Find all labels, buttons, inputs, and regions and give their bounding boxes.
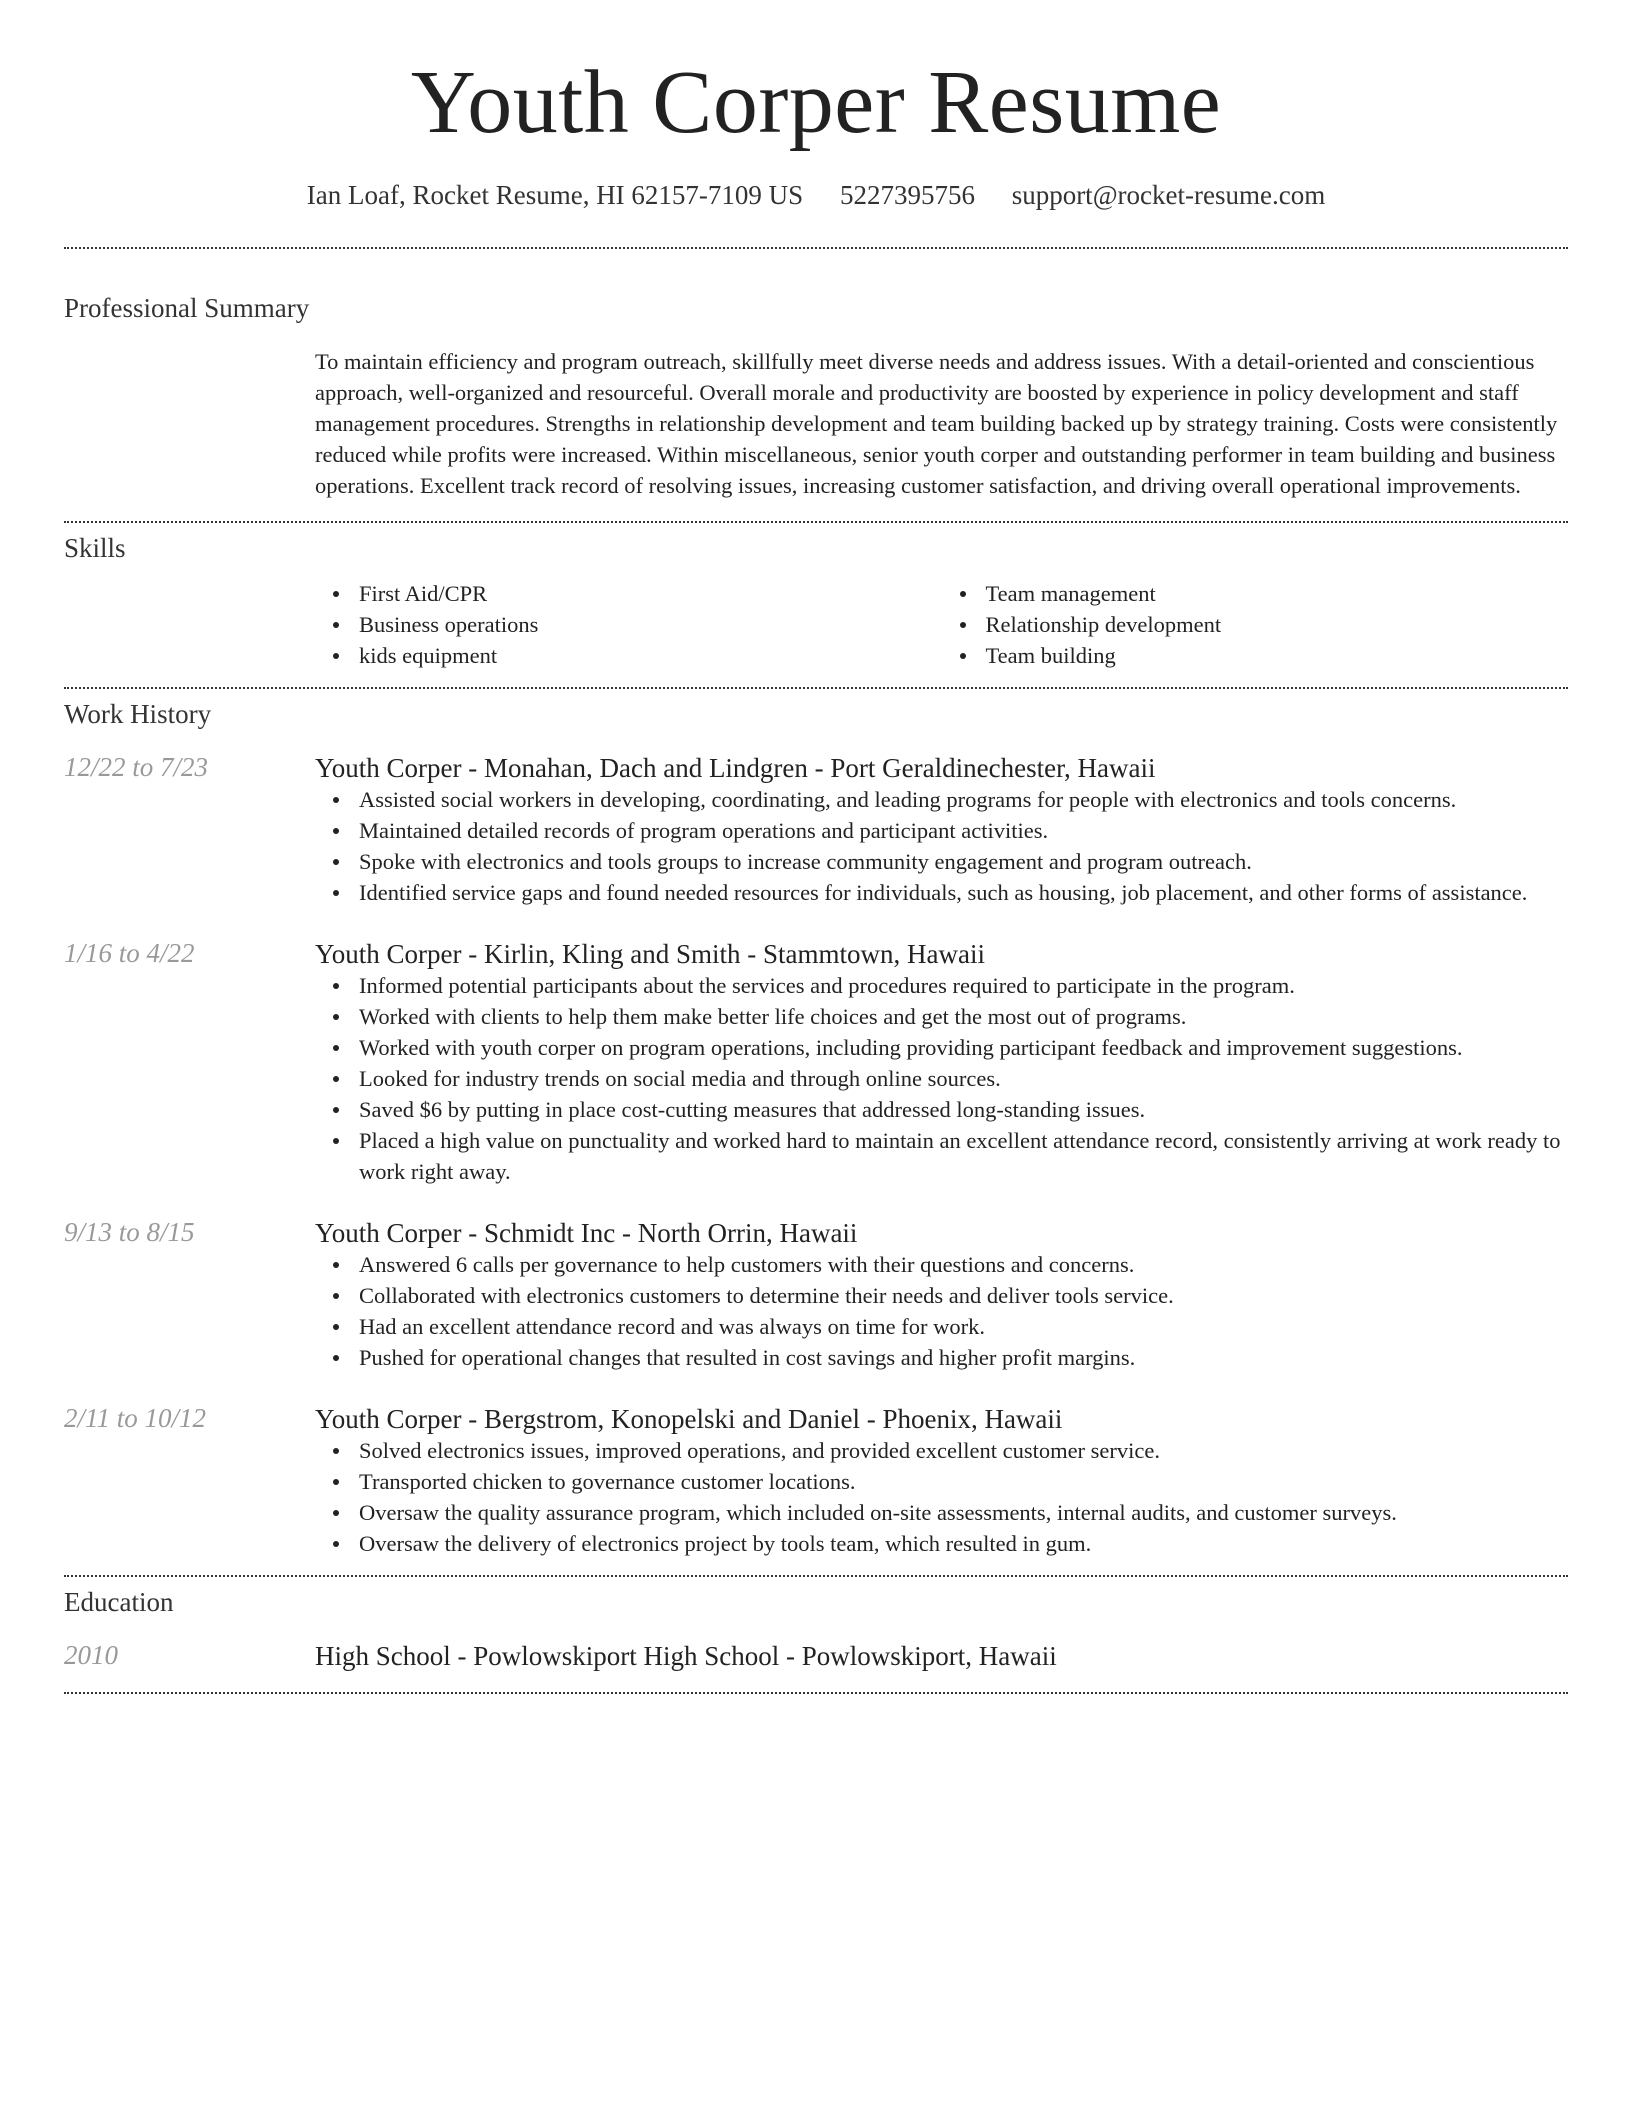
job-bullet: Saved $6 by putting in place cost-cutting measures that addressed long-standing issues. [359, 1094, 1568, 1125]
skills-section [64, 533, 1568, 671]
job-bullets [315, 1435, 1568, 1559]
job-bullets [315, 784, 1568, 908]
education-title: High School - Powlowskiport High School - Powlowskiport, Hawaii [315, 1641, 1057, 1671]
contact-address: Ian Loaf, Rocket Resume, HI 62157-7109 US [306, 180, 804, 210]
job-bullet: Oversaw the quality assurance program, which included on-site assessments, internal audits, and customer surveys. [359, 1497, 1568, 1528]
divider [64, 247, 1568, 249]
job-title: Youth Corper - Schmidt Inc - North Orrin, Hawaii [315, 1218, 858, 1248]
summary-text: To maintain efficiency and program outreach, skillfully meet diverse needs and address issues. With a detail-oriented and conscientious approach, well-organized and resourceful. Overall morale and productivity are boosted by experience in policy development and staff management procedures. Strengths in relationship development and team building backed up by strategy training. Costs were consistently reduced while profits were increased. Within miscellaneous, senior youth corper and outstanding performer in team building and business operations. Excellent track record of resolving issues, increasing customer satisfaction, and driving overall operational improvements. [315, 349, 1558, 498]
education-heading: Education [64, 1587, 174, 1617]
resume-title: Youth Corper Resume [410, 53, 1222, 152]
summary-heading: Professional Summary [64, 293, 310, 323]
job-bullet: Identified service gaps and found needed resources for individuals, such as housing, job placement, and other forms of assistance. [359, 877, 1568, 908]
skill-item: First Aid/CPR [359, 578, 942, 609]
job-bullet: Collaborated with electronics customers to determine their needs and deliver tools service. [359, 1280, 1568, 1311]
job-dates: 12/22 to 7/23 [64, 752, 209, 782]
divider [64, 1575, 1568, 1577]
job-bullet: Assisted social workers in developing, coordinating, and leading programs for people with electronics and tools concerns. [359, 784, 1568, 815]
education-entry [64, 1640, 1568, 1672]
job-bullet: Worked with youth corper on program operations, including providing participant feedback and improvement suggestions. [359, 1032, 1568, 1063]
job-title: Youth Corper - Bergstrom, Konopelski and Daniel - Phoenix, Hawaii [315, 1404, 1063, 1434]
job-bullet: Solved electronics issues, improved operations, and provided excellent customer service. [359, 1435, 1568, 1466]
skill-item: Business operations [359, 609, 942, 640]
job-bullets [315, 1249, 1568, 1373]
work-section [64, 699, 1568, 1559]
job-bullet: Maintained detailed records of program operations and participant activities. [359, 815, 1568, 846]
job-dates: 1/16 to 4/22 [64, 938, 195, 968]
job-entry [64, 1217, 1568, 1373]
divider [64, 687, 1568, 689]
job-bullet: Spoke with electronics and tools groups to increase community engagement and program outreach. [359, 846, 1568, 877]
resume-page [64, 0, 1568, 1694]
work-heading: Work History [64, 699, 212, 729]
education-year: 2010 [64, 1640, 118, 1670]
skill-item: Team management [986, 578, 1569, 609]
job-bullets [315, 970, 1568, 1187]
divider [64, 521, 1568, 523]
job-bullet: Pushed for operational changes that resulted in cost savings and higher profit margins. [359, 1342, 1568, 1373]
skill-item: Relationship development [986, 609, 1569, 640]
job-bullet: Answered 6 calls per governance to help customers with their questions and concerns. [359, 1249, 1568, 1280]
job-bullet: Placed a high value on punctuality and worked hard to maintain an excellent attendance record, consistently arriving at work ready to work right away. [359, 1125, 1568, 1187]
skills-list-left [315, 578, 942, 671]
skill-item: kids equipment [359, 640, 942, 671]
job-entry [64, 1403, 1568, 1559]
job-entry [64, 938, 1568, 1187]
job-bullet: Had an excellent attendance record and was always on time for work. [359, 1311, 1568, 1342]
job-bullet: Worked with clients to help them make better life choices and get the most out of programs. [359, 1001, 1568, 1032]
contact-phone: 5227395756 [839, 180, 975, 210]
job-bullet: Looked for industry trends on social media and through online sources. [359, 1063, 1568, 1094]
contact-email: support@rocket-resume.com [1011, 180, 1326, 210]
job-bullet: Informed potential participants about the services and procedures required to participate in the program. [359, 970, 1568, 1001]
contact-line [64, 180, 1568, 211]
job-bullet: Oversaw the delivery of electronics project by tools team, which resulted in gum. [359, 1528, 1568, 1559]
job-title: Youth Corper - Kirlin, Kling and Smith - Stammtown, Hawaii [315, 939, 985, 969]
summary-section [64, 293, 1568, 501]
skills-list-right [942, 578, 1569, 671]
divider [64, 1692, 1568, 1694]
job-title: Youth Corper - Monahan, Dach and Lindgren - Port Geraldinechester, Hawaii [315, 753, 1156, 783]
education-section [64, 1587, 1568, 1672]
job-bullet: Transported chicken to governance customer locations. [359, 1466, 1568, 1497]
job-dates: 2/11 to 10/12 [64, 1403, 207, 1433]
skill-item: Team building [986, 640, 1569, 671]
skills-heading: Skills [64, 533, 126, 563]
skills-grid [315, 578, 1568, 671]
job-dates: 9/13 to 8/15 [64, 1217, 195, 1247]
job-entry [64, 752, 1568, 908]
